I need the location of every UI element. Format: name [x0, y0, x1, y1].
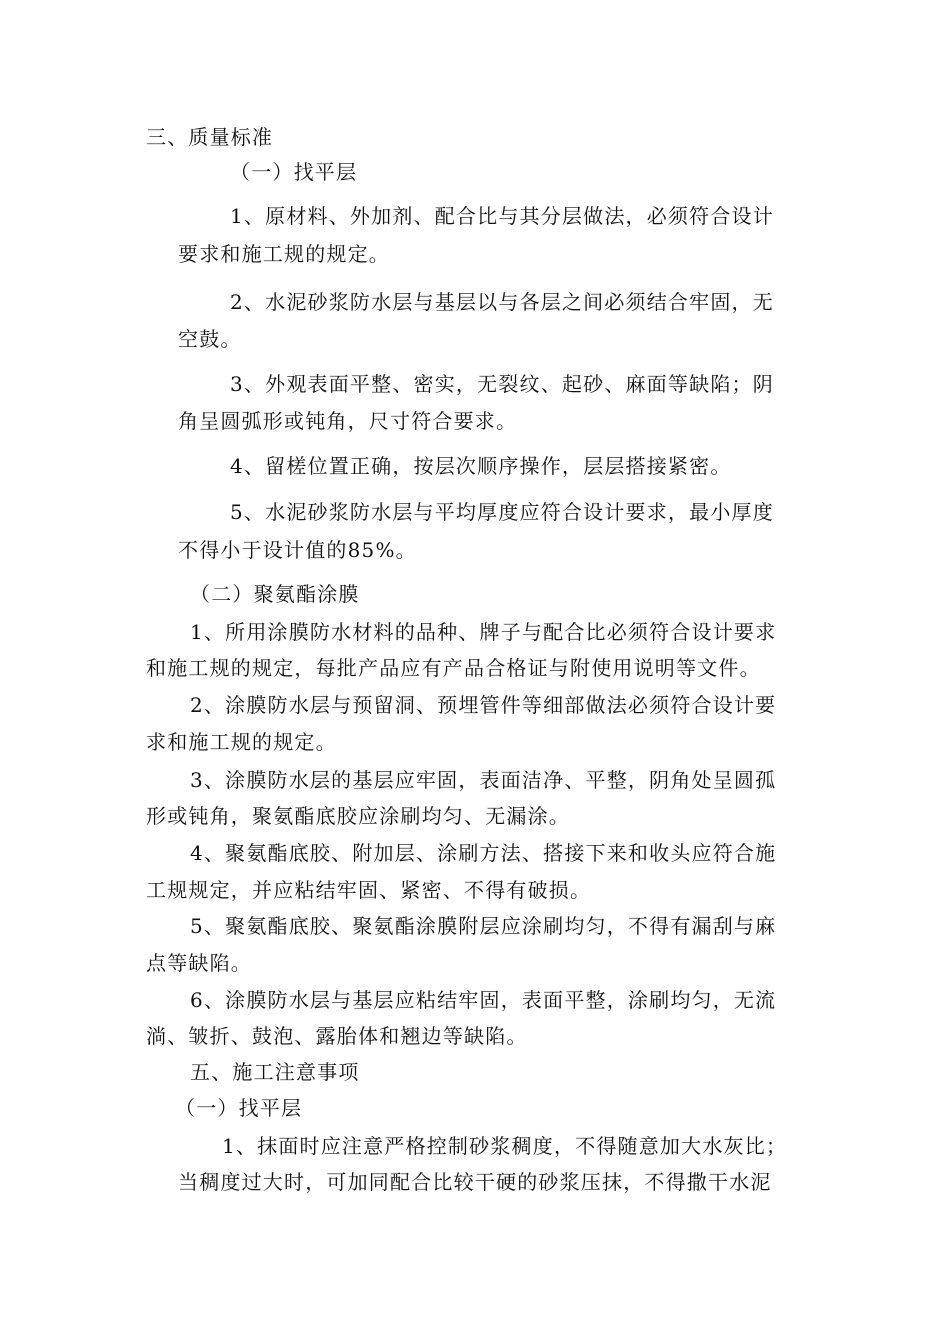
paragraph-line: 不得小于设计值的85%。	[178, 538, 417, 562]
paragraph-line: 求和施工规的规定。	[146, 730, 337, 754]
paragraph-line: 当稠度过大时，可加同配合比较干硬的砂浆压抹，不得撒干水泥	[178, 1170, 772, 1194]
paragraph-line: 点等缺陷。	[146, 951, 252, 975]
paragraph-line: 2、水泥砂浆防水层与基层以与各层之间必须结合牢固，无	[230, 290, 774, 314]
paragraph-line: 和施工规的规定，每批产品应有产品合格证与附使用说明等文件。	[146, 656, 761, 680]
paragraph-line: 淌、皱折、鼓泡、露胎体和翘边等缺陷。	[146, 1024, 528, 1048]
section-title-quality-standard: 三、质量标准	[146, 125, 274, 149]
paragraph-line: 3、外观表面平整、密实，无裂纹、起砂、麻面等缺陷；阴	[230, 372, 774, 396]
section-title-construction-notes: 五、施工注意事项	[190, 1060, 360, 1084]
paragraph-line: 1、抹面时应注意严格控制砂浆稠度，不得随意加大水灰比；	[222, 1134, 788, 1158]
paragraph-line: 工规规定，并应粘结牢固、紧密、不得有破损。	[146, 878, 592, 902]
paragraph-line: 空鼓。	[178, 327, 242, 351]
paragraph-line: 4、留槎位置正确，按层次顺序操作，层层搭接紧密。	[230, 454, 732, 478]
subsection-title-leveling-layer: （一）找平层	[230, 160, 358, 184]
paragraph-line: 1、所用涂膜防水材料的品种、牌子与配合比必须符合设计要求	[190, 620, 777, 644]
paragraph-line: 形或钝角，聚氨酯底胶应涂刷均匀、无漏涂。	[146, 804, 570, 828]
paragraph-line: 3、涂膜防水层的基层应牢固，表面洁净、平整，阴角处呈圆孤	[190, 768, 777, 792]
paragraph-line: 角呈圆弧形或钝角，尺寸符合要求。	[178, 409, 518, 433]
paragraph-line: 4、聚氨酯底胶、附加层、涂刷方法、搭接下来和收头应符合施	[190, 841, 777, 865]
paragraph-line: 6、涂膜防水层与基层应粘结牢固，表面平整，涂刷均匀，无流	[190, 988, 777, 1012]
paragraph-line: 2、涂膜防水层与预留洞、预埋管件等细部做法必须符合设计要	[190, 693, 777, 717]
paragraph-line: 1、原材料、外加剂、配合比与其分层做法，必须符合设计	[230, 204, 774, 228]
subsection-title-polyurethane-coating: （二）聚氨酯涂膜	[190, 582, 360, 606]
paragraph-line: 5、水泥砂浆防水层与平均厚度应符合设计要求，最小厚度	[230, 500, 774, 524]
paragraph-line: 5、聚氨酯底胶、聚氨酯涂膜附层应涂刷均匀，不得有漏刮与麻	[190, 914, 777, 938]
paragraph-line: 要求和施工规的规定。	[178, 242, 390, 266]
subsection-title-leveling-layer-2: （一）找平层	[175, 1096, 303, 1120]
